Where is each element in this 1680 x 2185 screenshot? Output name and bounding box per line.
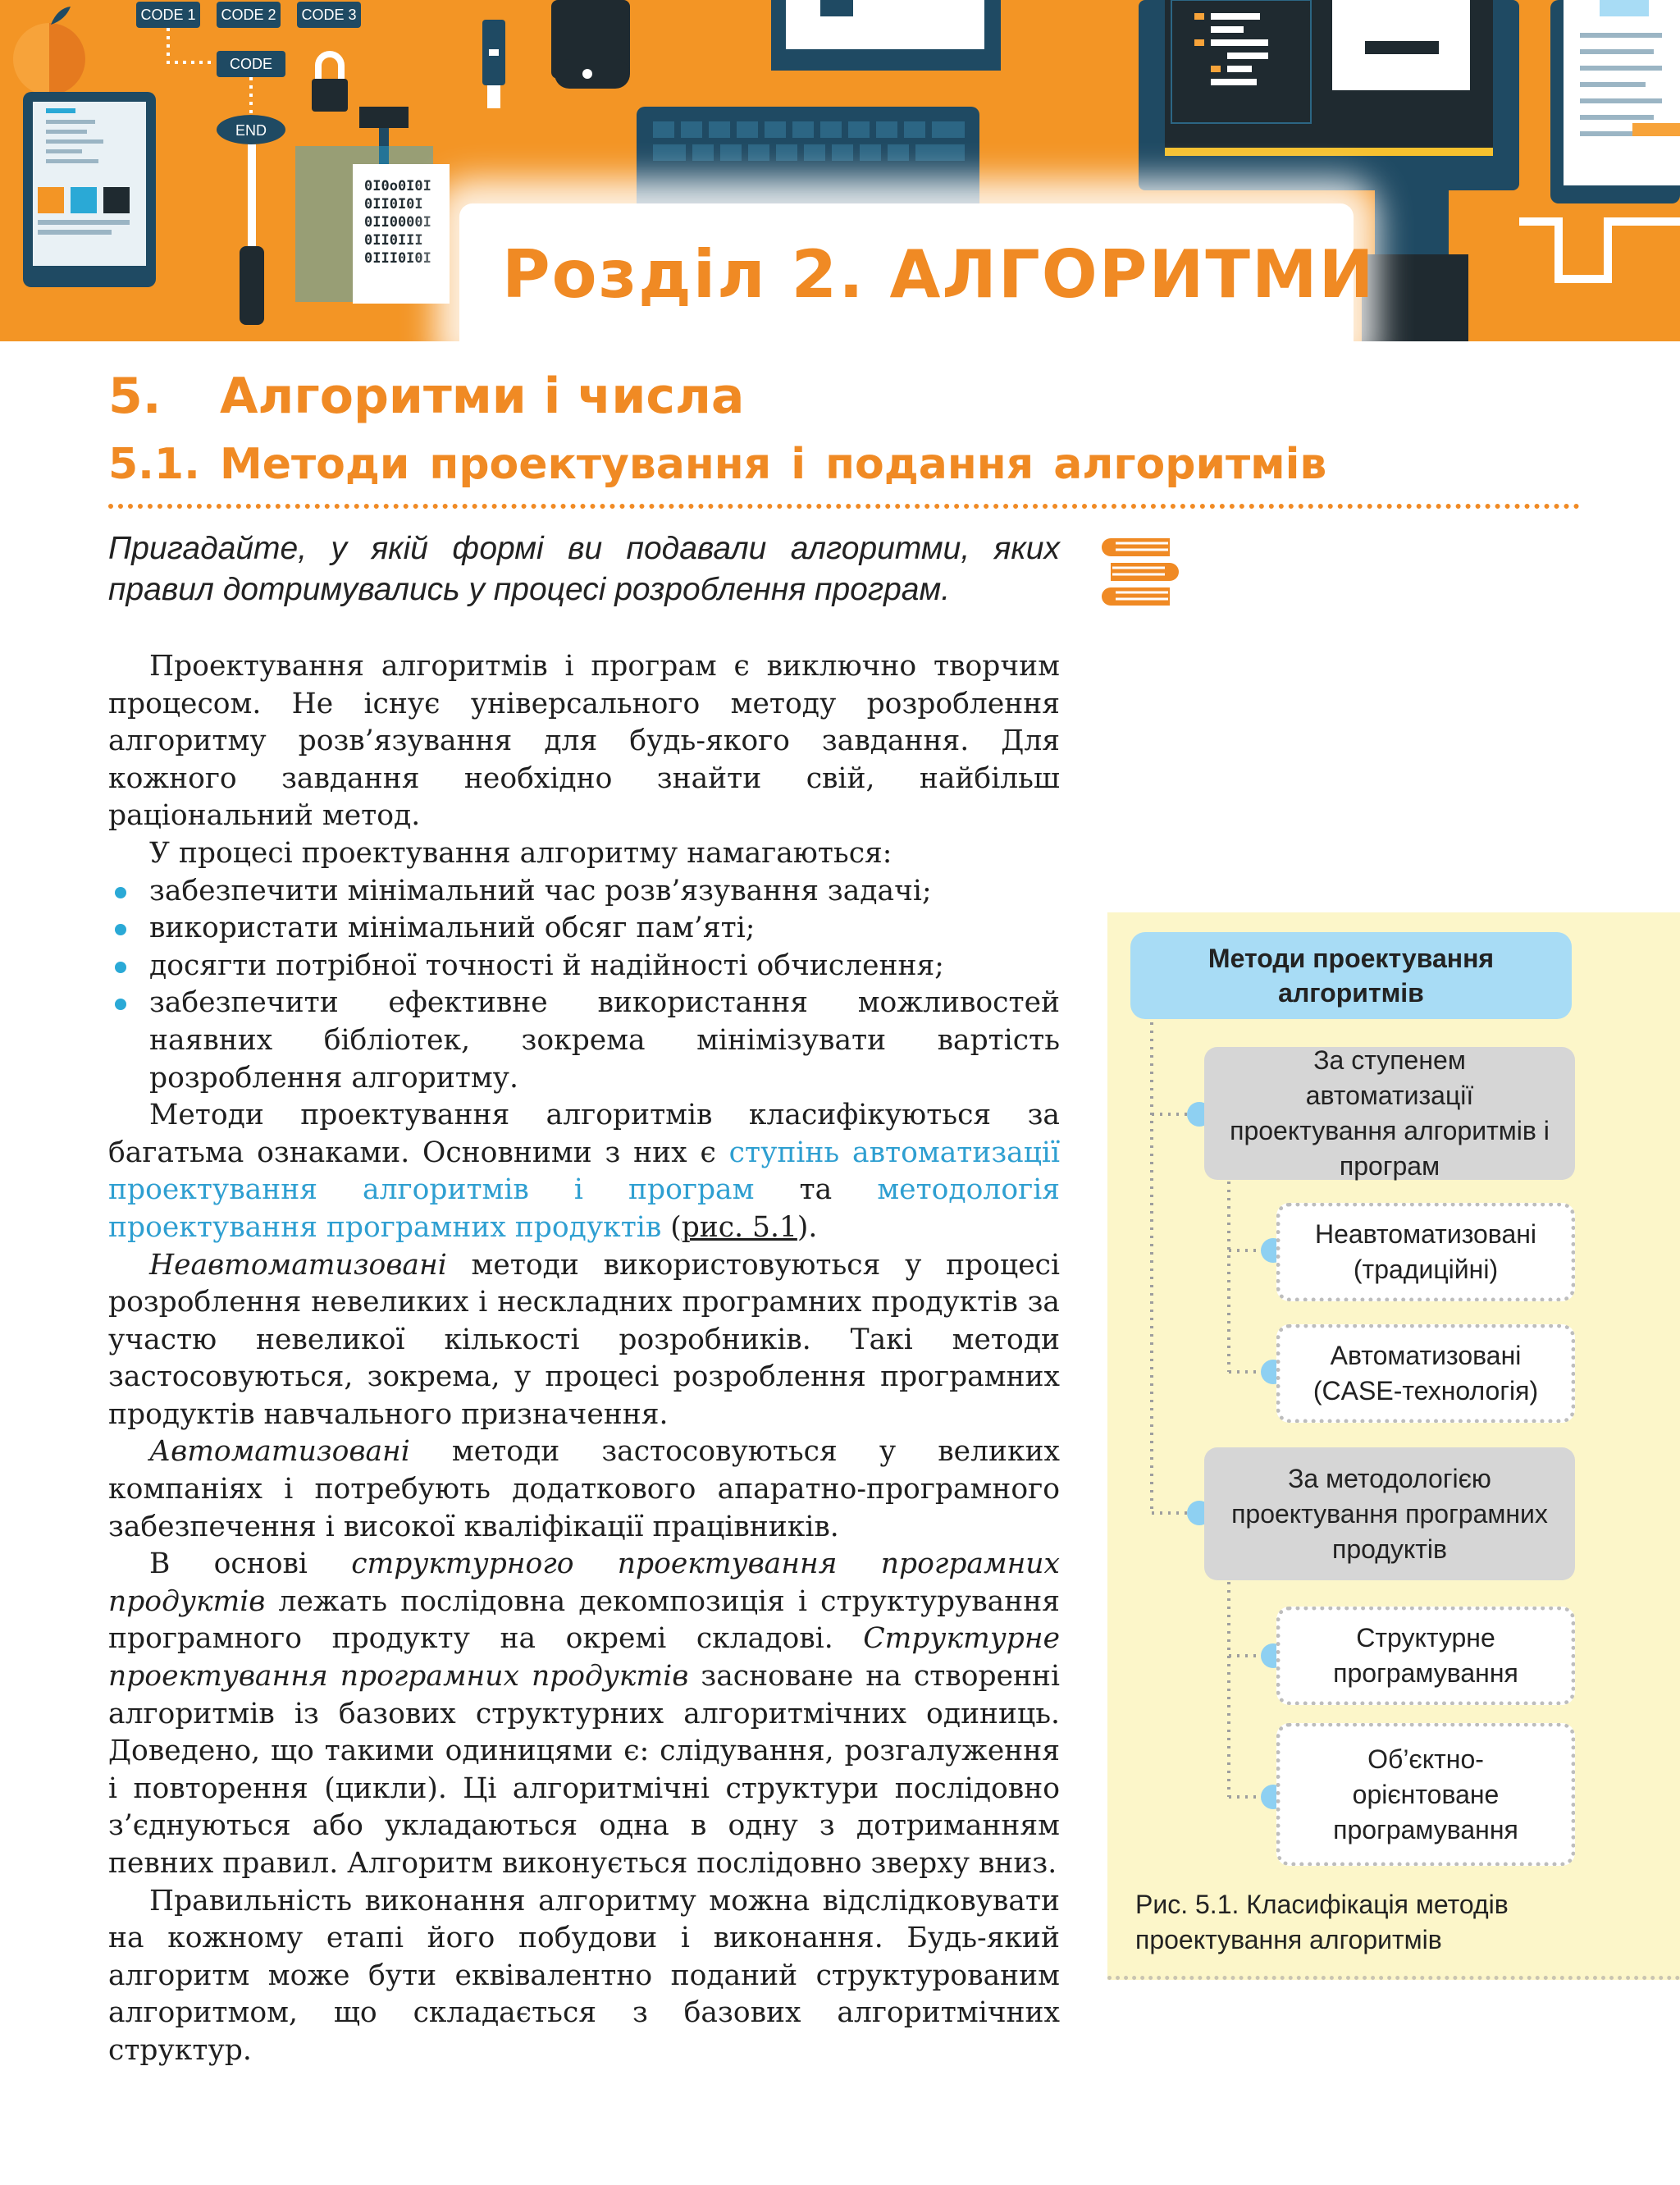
- usb-drive-icon: [482, 20, 505, 108]
- binary-document-icon: [295, 146, 450, 304]
- list-item: забезпечити ефективне використання можливостей наявних бібліотек, зокрема мінімізувати вартість розроблення алгоритму.: [108, 985, 1060, 1097]
- paragraph: Правильність виконання алгоритму можна відслідковувати на кожному етапі його побудови і виконання. Будь-який алгоритм може бути еквівалентно поданий структурованим алгоритмом, що складається з базових алгоритмічних структур.: [108, 1884, 1060, 2067]
- paragraph: Методи проектування алгоритмів класифікуються за багатьма ознаками. Основними з них є ступінь автоматизації проектування алгоритмів і програм та методологія проектування програмних продуктів (рис. 5.1).: [108, 1099, 1060, 1244]
- paragraph: У процесі проектування алгоритму намагаються:: [149, 836, 892, 870]
- diagram-item-automated: Автоматизовані (CASE-технологія): [1276, 1324, 1575, 1423]
- goals-list: [108, 873, 1060, 1098]
- hard-drive-icon: [551, 0, 630, 89]
- section-heading: [108, 368, 744, 425]
- svg-text:0II0I0I: 0II0I0I: [364, 196, 423, 213]
- svg-text:0II0000I: 0II0000I: [364, 214, 431, 231]
- tablet-icon: [23, 92, 156, 287]
- figure-reference: рис. 5.1: [681, 1210, 797, 1244]
- code2-label: CODE 2: [221, 7, 276, 23]
- term-structured: структурного проектування програмних продуктів: [108, 1547, 1060, 1618]
- list-item: використати мінімальний обсяг пам’яті;: [108, 910, 1060, 948]
- heading-divider: [108, 504, 1580, 509]
- diagram-group-methodology: За методологією проектування програмних продуктів: [1204, 1447, 1575, 1580]
- diagram-item-structured: Структурне програмування: [1276, 1607, 1575, 1705]
- term-manual: Неавтоматизовані: [149, 1248, 447, 1282]
- diagram-root: Методи проектування алгоритмів: [1130, 932, 1572, 1019]
- term-methodology: методологія проектування програмних продуктів: [108, 1173, 1060, 1244]
- diagram-item-oop: Об’єктно-орієнтоване програмування: [1276, 1723, 1575, 1866]
- list-item: забезпечити мінімальний час розв’язування задачі;: [108, 873, 1060, 911]
- clipboard-icon: [1550, 0, 1680, 203]
- diagram-group-automation: За ступенем автоматизації проектування алгоритмів і програм: [1204, 1047, 1575, 1180]
- apple-icon: [13, 7, 85, 95]
- lock-icon: [312, 54, 348, 112]
- code-label: CODE: [229, 56, 273, 72]
- list-item: досягти потрібної точності й надійності обчислення;: [108, 948, 1060, 985]
- section-title: Алгоритми і числа: [220, 368, 745, 425]
- end-label: END: [235, 122, 267, 139]
- code3-label: CODE 3: [301, 7, 357, 23]
- main-text: [108, 648, 1060, 2070]
- svg-text:0I0o0I0I: 0I0o0I0I: [364, 178, 431, 194]
- paragraph: Автоматизовані методи застосовуються у великих компаніях і потребують додаткового апаратно-програмного забезпечення і високої кваліфікації працівників.: [108, 1435, 1060, 1543]
- books-icon: [1099, 530, 1181, 612]
- term-automated: Автоматизовані: [149, 1435, 410, 1469]
- cable-icon: [1519, 222, 1680, 279]
- term-structured-design: Структурне проектування програмних продуктів: [108, 1622, 1060, 1694]
- paragraph: Неавтоматизовані методи використовуються у процесі розроблення невеликих і нескладних програмних продуктів за участю невеликої кількості розробників. Такі методи застосовуються, зокрема, у процесі розроблення програмних продуктів навчального призначення.: [108, 1248, 1060, 1431]
- svg-text:0II0III: 0II0III: [364, 232, 423, 249]
- diagram-item-manual: Неавтоматизовані (традиційні): [1276, 1203, 1575, 1301]
- code1-label: CODE 1: [140, 7, 196, 23]
- chapter-title: Розділ 2. АЛГОРИТМИ: [502, 236, 1376, 313]
- paragraph: Проектування алгоритмів і програм є виключно творчим процесом. Не існує універсального методу розроблення алгоритму розв’язування для будь-якого завдання. Для кожного завдання необхідно знайти свій, найбільш раціональний метод.: [108, 650, 1060, 833]
- chapter-banner: [0, 0, 1680, 341]
- desktop-computer-icon: [637, 0, 1001, 213]
- svg-text:0III0I0I: 0III0I0I: [364, 250, 431, 267]
- screwdriver-icon: [240, 144, 264, 325]
- paragraph: В основі структурного проектування програмних продуктів лежать послідовна декомпозиція і структурування програмного продукту на окремі складові. Структурне проектування програмних продуктів засноване на створенні алгоритмів із базових структурних алгоритмічних одиниць. Доведено, що такими одиницями є: слідування, розгалуження і повторення (цикли). Ці алгоритмічні структури послідовно з’єднуються або укладаються одна в одну з дотриманням певних правил. Алгоритм виконується послідовно зверху вниз.: [108, 1547, 1061, 1880]
- code-flow-icon: [136, 2, 361, 144]
- section-number: 5.: [108, 368, 162, 425]
- figure-caption: Рис. 5.1. Класифікація методів проектування алгоритмів: [1135, 1890, 1509, 1954]
- term-automation: ступінь автоматизації проектування алгоритмів і програм: [108, 1136, 1060, 1207]
- intro-question: Пригадайте, у якій формі ви подавали алгоритми, яких правил дотримувались у процесі розроблення програм.: [108, 531, 1060, 607]
- subsection-heading: 5.1. Методи проектування і подання алгоритмів: [108, 440, 1327, 489]
